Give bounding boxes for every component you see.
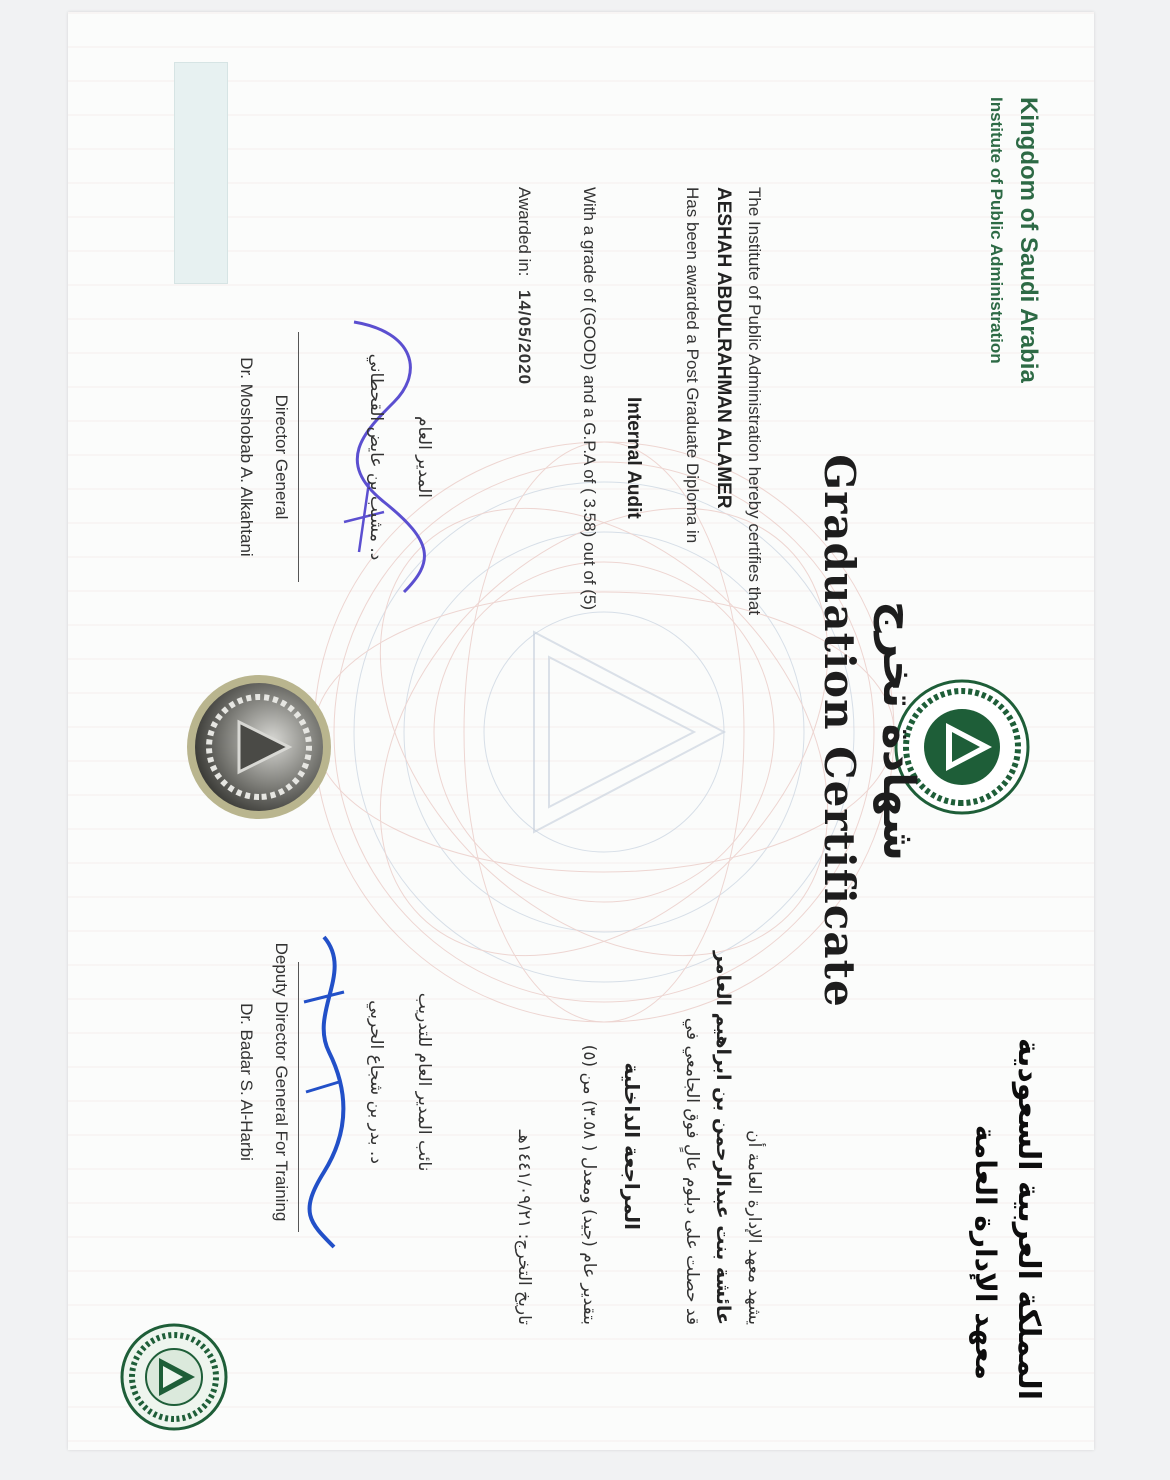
awarded-in-label: Awarded in:	[515, 187, 534, 277]
grade-line-ar: بتقدير عام (جيد) ومعدل ( ٣.٥٨) من (٥)	[579, 1044, 599, 1325]
program-name-en: Internal Audit	[623, 397, 644, 519]
awarded-in-date: 14/05/2020	[515, 290, 534, 386]
grade-line-en: With a grade of (GOOD) and a G.P.A of ( 3.58) out of (5)	[580, 187, 599, 610]
security-strip	[174, 62, 228, 284]
certify-text-en: The Institute of Public Administration hereby certifies that	[745, 187, 764, 616]
institute-name-ar: معهد الإدارة العامة	[969, 1124, 1002, 1380]
certificate-title-en: Graduation Certificate	[815, 454, 864, 1008]
left-signatory-title-en: Director General	[272, 394, 291, 520]
embossed-seal	[184, 672, 334, 822]
graduate-name-en: AESHAH ABDULRAHMAN ALAMER	[713, 187, 734, 509]
program-name-ar: المراجعة الداخلية	[620, 1062, 644, 1230]
certify-text-ar: يشهد معهد الإدارة العامة أن	[744, 1130, 764, 1325]
right-signatory-title-en: Deputy Director General For Training	[272, 942, 291, 1222]
kingdom-name-ar: المملكة العربية السعودية	[1011, 1037, 1046, 1400]
certificate-title-ar: شهادة تخرج	[873, 600, 924, 862]
right-signatory-name-ar: د. بدر بن شجاع الحربي	[366, 1000, 386, 1164]
right-signature-ink	[294, 932, 364, 1252]
institute-name-en: Institute of Public Administration	[987, 97, 1006, 364]
graduate-name-ar: عائشة بنت عبدالرحمن بن ابراهيم العامر	[712, 950, 734, 1325]
green-stamp	[119, 1322, 229, 1432]
diploma-line-ar: قد حصلت على دبلوم عالٍ فوق الجامعي في	[682, 1017, 702, 1325]
kingdom-name-en: Kingdom of Saudi Arabia	[1015, 97, 1042, 383]
left-signatory-name-en: Dr. Moshobab A. Alkahtani	[237, 357, 256, 557]
left-signatory-name-ar: د. مشبب بن عايض القحطاني	[366, 353, 386, 561]
right-signatory-name-en: Dr. Badar S. Al-Harbi	[237, 1003, 256, 1161]
certificate-canvas	[68, 12, 1094, 1450]
left-signature-line	[298, 332, 299, 582]
right-signatory-title-ar: نائب المدير العام للتدريب	[414, 992, 434, 1172]
date-line-ar: تاريخ التخرج: ١٤٤١/٠٩/٢١هـ	[514, 1129, 534, 1325]
certificate-page	[68, 12, 1094, 1450]
left-signatory-title-ar: المدير العام	[414, 416, 434, 498]
right-signature-line	[298, 962, 299, 1232]
diploma-line-en: Has been awarded a Post Graduate Diploma in	[683, 187, 702, 544]
